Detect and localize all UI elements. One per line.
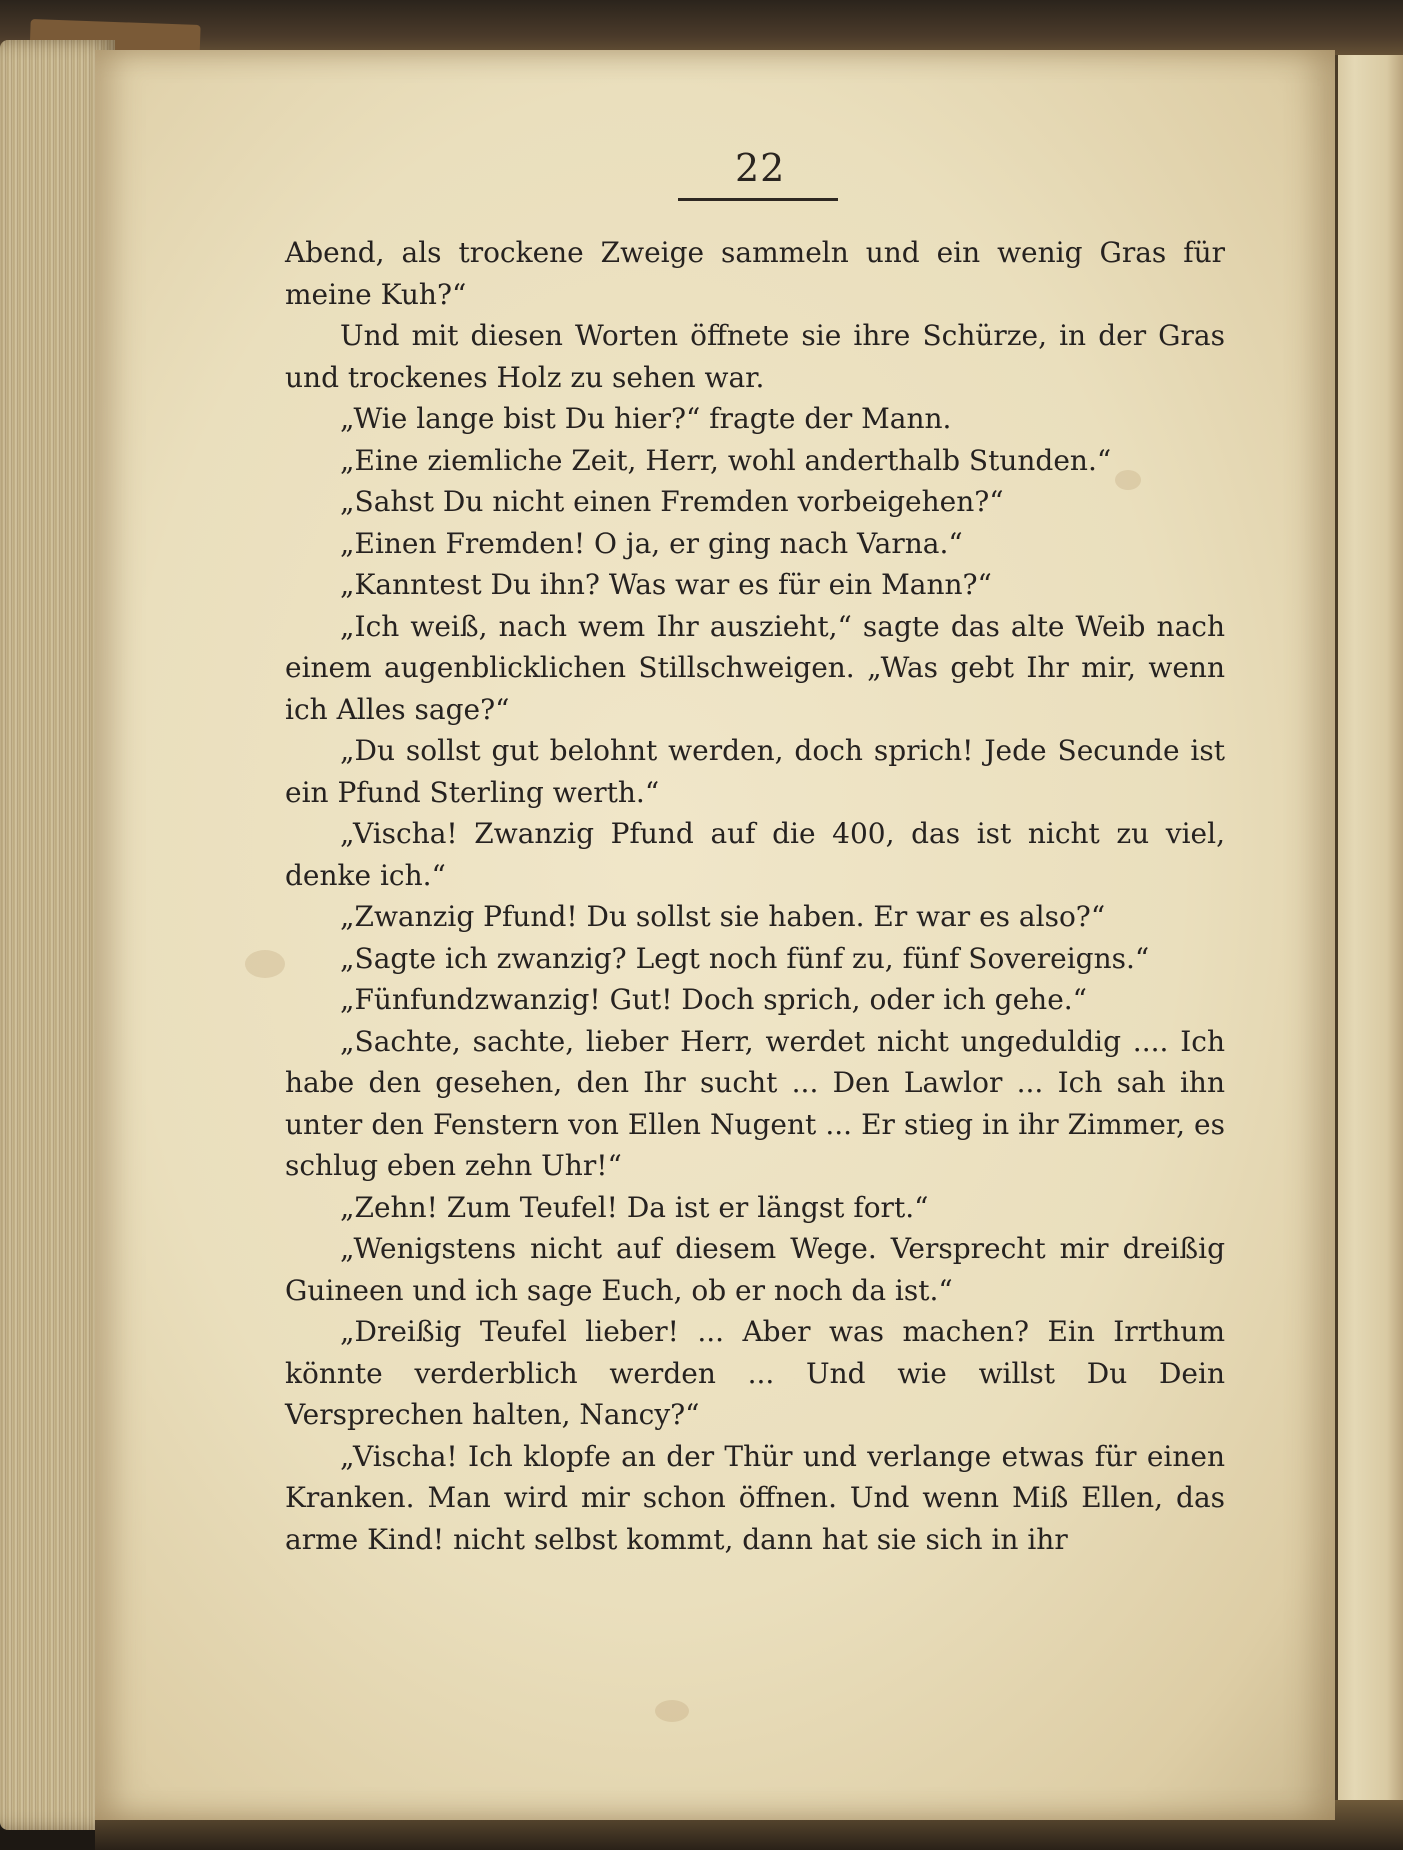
- paragraph: „Du sollst gut belohnt werden, doch sprich! Jede Secunde ist ein Pfund Sterling werth.“: [285, 734, 1225, 809]
- paragraph: „Sagte ich zwanzig? Legt noch fünf zu, fünf Sovereigns.“: [340, 941, 1150, 975]
- paragraph: „Zwanzig Pfund! Du sollst sie haben. Er war es also?“: [340, 900, 1106, 933]
- paragraph: „Kanntest Du ihn? Was war es für ein Mann?“: [340, 568, 992, 601]
- paragraph: „Fünfundzwanzig! Gut! Doch sprich, oder ich gehe.“: [340, 983, 1087, 1016]
- paragraph: Und mit diesen Worten öffnete sie ihre Schürze, in der Gras und trockenes Holz zu sehen war.: [285, 319, 1225, 394]
- paragraph: Abend, als trockene Zweige sammeln und ein wenig Gras für meine Kuh?“: [285, 236, 1225, 311]
- paragraph: „Vischa! Zwanzig Pfund auf die 400, das ist nicht zu viel, denke ich.“: [285, 817, 1225, 892]
- paragraph: „Ich weiß, nach wem Ihr auszieht,“ sagte das alte Weib nach einem augenblicklichen Stillschweigen. „Was gebt Ihr mir, wenn ich Alles sage?“: [285, 609, 1225, 726]
- paragraph: „Zehn! Zum Teufel! Da ist er längst fort.“: [340, 1190, 929, 1224]
- paragraph: „Einen Fremden! O ja, er ging nach Varna.“: [340, 526, 963, 560]
- paragraph: „Sachte, sachte, lieber Herr, werdet nicht ungeduldig .... Ich habe den gesehen, den Ihr sucht ... Den Lawlor ... Ich sah ihn unter den Fenstern von Ellen Nugent ... Er stieg in ihr Zimmer, es schlug eben zehn Uhr!“: [285, 1024, 1225, 1182]
- paragraph: „Eine ziemliche Zeit, Herr, wohl anderthalb Stunden.“: [340, 443, 1112, 477]
- paragraph: „Dreißig Teufel lieber! ... Aber was machen? Ein Irrthum könnte verderblich werden ... Und wie willst Du Dein Versprechen halten, Nancy?“: [285, 1315, 1225, 1431]
- foxing-spot: [655, 1700, 689, 1722]
- paragraph: „Vischa! Ich klopfe an der Thür und verlange etwas für einen Kranken. Man wird mir schon öffnen. Und wenn Miß Ellen, das arme Kind! nicht selbst kommt, dann hat sie sich in ihr: [285, 1439, 1225, 1556]
- page-number: 22: [735, 146, 786, 190]
- foxing-spot: [245, 950, 285, 978]
- paragraph: „Wenigstens nicht auf diesem Wege. Versprecht mir dreißig Guineen und ich sage Euch, ob er noch da ist.“: [285, 1232, 1225, 1307]
- paragraph: „Sahst Du nicht einen Fremden vorbeigehen?“: [340, 485, 1004, 518]
- paragraph: „Wie lange bist Du hier?“ fragte der Mann.: [340, 402, 952, 435]
- body-text: [285, 232, 1225, 1560]
- page-number-rule: [678, 198, 838, 201]
